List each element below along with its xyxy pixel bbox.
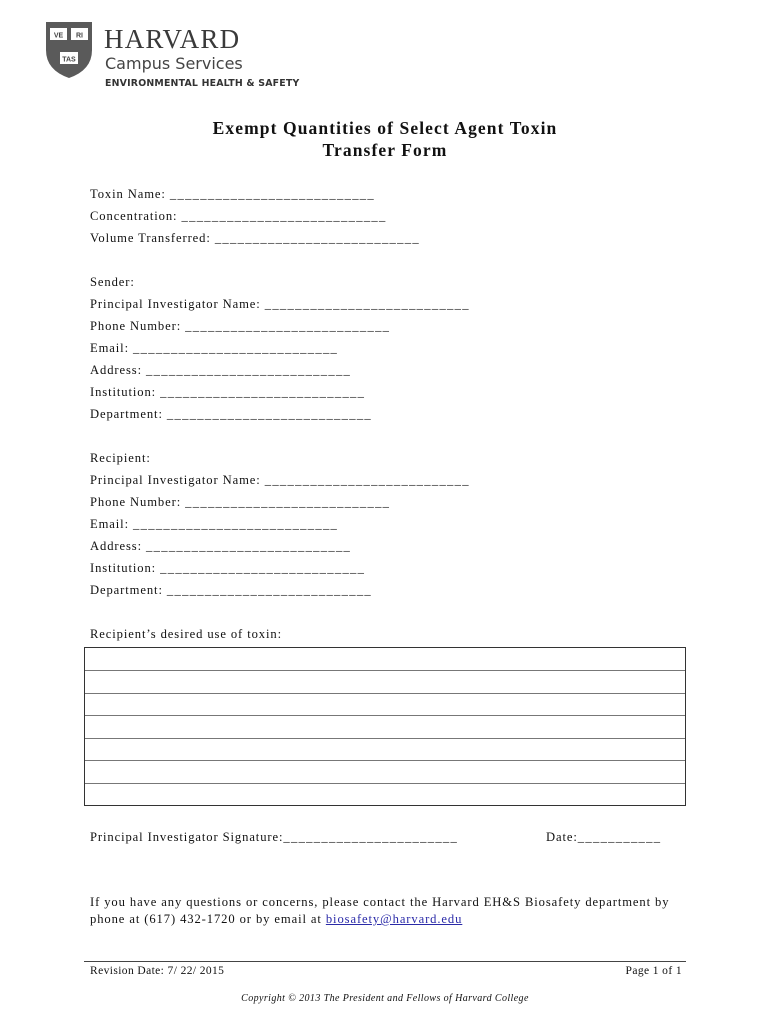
footer-divider [84, 961, 686, 962]
signature-field[interactable]: _______________________ [283, 830, 459, 844]
logo-subtitle: Campus Services [105, 54, 243, 73]
concentration-field[interactable]: ___________________________ [181, 209, 387, 223]
recipient-pi-field[interactable]: ___________________________ [264, 473, 470, 487]
recipient-email-label: Email: [90, 517, 134, 531]
sender-phone-label: Phone Number: [90, 319, 186, 333]
sender-pi-field[interactable]: ___________________________ [264, 297, 470, 311]
use-textbox-line [85, 760, 685, 761]
sender-email-row [90, 340, 338, 356]
recipient-address-label: Address: [90, 539, 147, 553]
copyright-notice: Copyright © 2013 The President and Fellows of Harvard College [241, 993, 529, 1004]
sender-pi-row [90, 296, 470, 312]
svg-text:TAS: TAS [62, 56, 76, 64]
signature-label: Principal Investigator Signature: [90, 830, 284, 844]
recipient-institution-row [90, 560, 365, 576]
recipient-institution-field[interactable]: ___________________________ [160, 561, 366, 575]
sender-department-row [90, 406, 372, 422]
date-field[interactable]: ___________ [577, 830, 662, 844]
concentration-row [90, 208, 387, 224]
logo-title: HARVARD [104, 24, 241, 54]
recipient-email-field[interactable]: ___________________________ [133, 517, 339, 531]
toxin-name-label: Toxin Name: [90, 187, 170, 201]
sender-address-field[interactable]: ___________________________ [146, 363, 352, 377]
sender-department-field[interactable]: ___________________________ [166, 407, 373, 421]
sender-phone-field[interactable]: ___________________________ [185, 319, 391, 333]
sender-pi-label: Principal Investigator Name: [90, 297, 265, 311]
recipient-address-row [90, 538, 351, 554]
harvard-shield-logo [44, 20, 94, 80]
sender-email-label: Email: [90, 341, 134, 355]
sender-department-label: Department: [90, 407, 167, 421]
sender-institution-field[interactable]: ___________________________ [160, 385, 366, 399]
recipient-email-row [90, 516, 338, 532]
form-title-line1: Exempt Quantities of Select Agent Toxin [212, 118, 558, 138]
toxin-name-row [90, 186, 375, 202]
logo-department: ENVIRONMENTAL HEALTH & SAFETY [105, 78, 300, 89]
recipient-address-field[interactable]: ___________________________ [146, 539, 352, 553]
svg-text:RI: RI [76, 32, 83, 40]
date-row [546, 829, 661, 845]
sender-address-row [90, 362, 351, 378]
sender-institution-row [90, 384, 365, 400]
contact-text: If you have any questions or concerns, please contact the Harvard EH&S Biosafety department by phone at (617) 432-1720 or by email at [90, 895, 670, 926]
svg-text:VE: VE [53, 32, 64, 40]
use-textbox-line [85, 715, 685, 716]
sender-email-field[interactable]: ___________________________ [133, 341, 339, 355]
recipient-pi-row [90, 472, 470, 488]
page-number: Page 1 of 1 [625, 965, 682, 977]
volume-label: Volume Transferred: [90, 231, 215, 245]
recipient-institution-label: Institution: [90, 561, 161, 575]
toxin-name-field[interactable]: ___________________________ [169, 187, 375, 201]
use-label: Recipient’s desired use of toxin: [90, 627, 282, 641]
recipient-department-field[interactable]: ___________________________ [166, 583, 373, 597]
use-textbox-line [85, 738, 685, 739]
recipient-phone-row [90, 494, 390, 510]
biosafety-email-link[interactable]: biosafety@harvard.edu [325, 912, 463, 926]
revision-date: Revision Date: 7/ 22/ 2015 [90, 965, 225, 977]
volume-row [90, 230, 420, 246]
sender-heading: Sender: [90, 275, 135, 289]
use-textbox-line [85, 670, 685, 671]
recipient-phone-label: Phone Number: [90, 495, 186, 509]
use-textbox-line [85, 783, 685, 784]
recipient-phone-field[interactable]: ___________________________ [185, 495, 391, 509]
concentration-label: Concentration: [90, 209, 182, 223]
recipient-department-label: Department: [90, 583, 167, 597]
recipient-department-row [90, 582, 372, 598]
recipient-heading: Recipient: [90, 451, 151, 465]
sender-phone-row [90, 318, 390, 334]
date-label: Date: [546, 830, 578, 844]
use-textbox-line [85, 693, 685, 694]
recipient-pi-label: Principal Investigator Name: [90, 473, 265, 487]
contact-paragraph [90, 894, 690, 928]
use-textbox[interactable] [84, 647, 686, 806]
sender-address-label: Address: [90, 363, 147, 377]
volume-field[interactable]: ___________________________ [214, 231, 420, 245]
sender-institution-label: Institution: [90, 385, 161, 399]
signature-row [90, 829, 458, 845]
form-title-line2: Transfer Form [322, 140, 448, 160]
